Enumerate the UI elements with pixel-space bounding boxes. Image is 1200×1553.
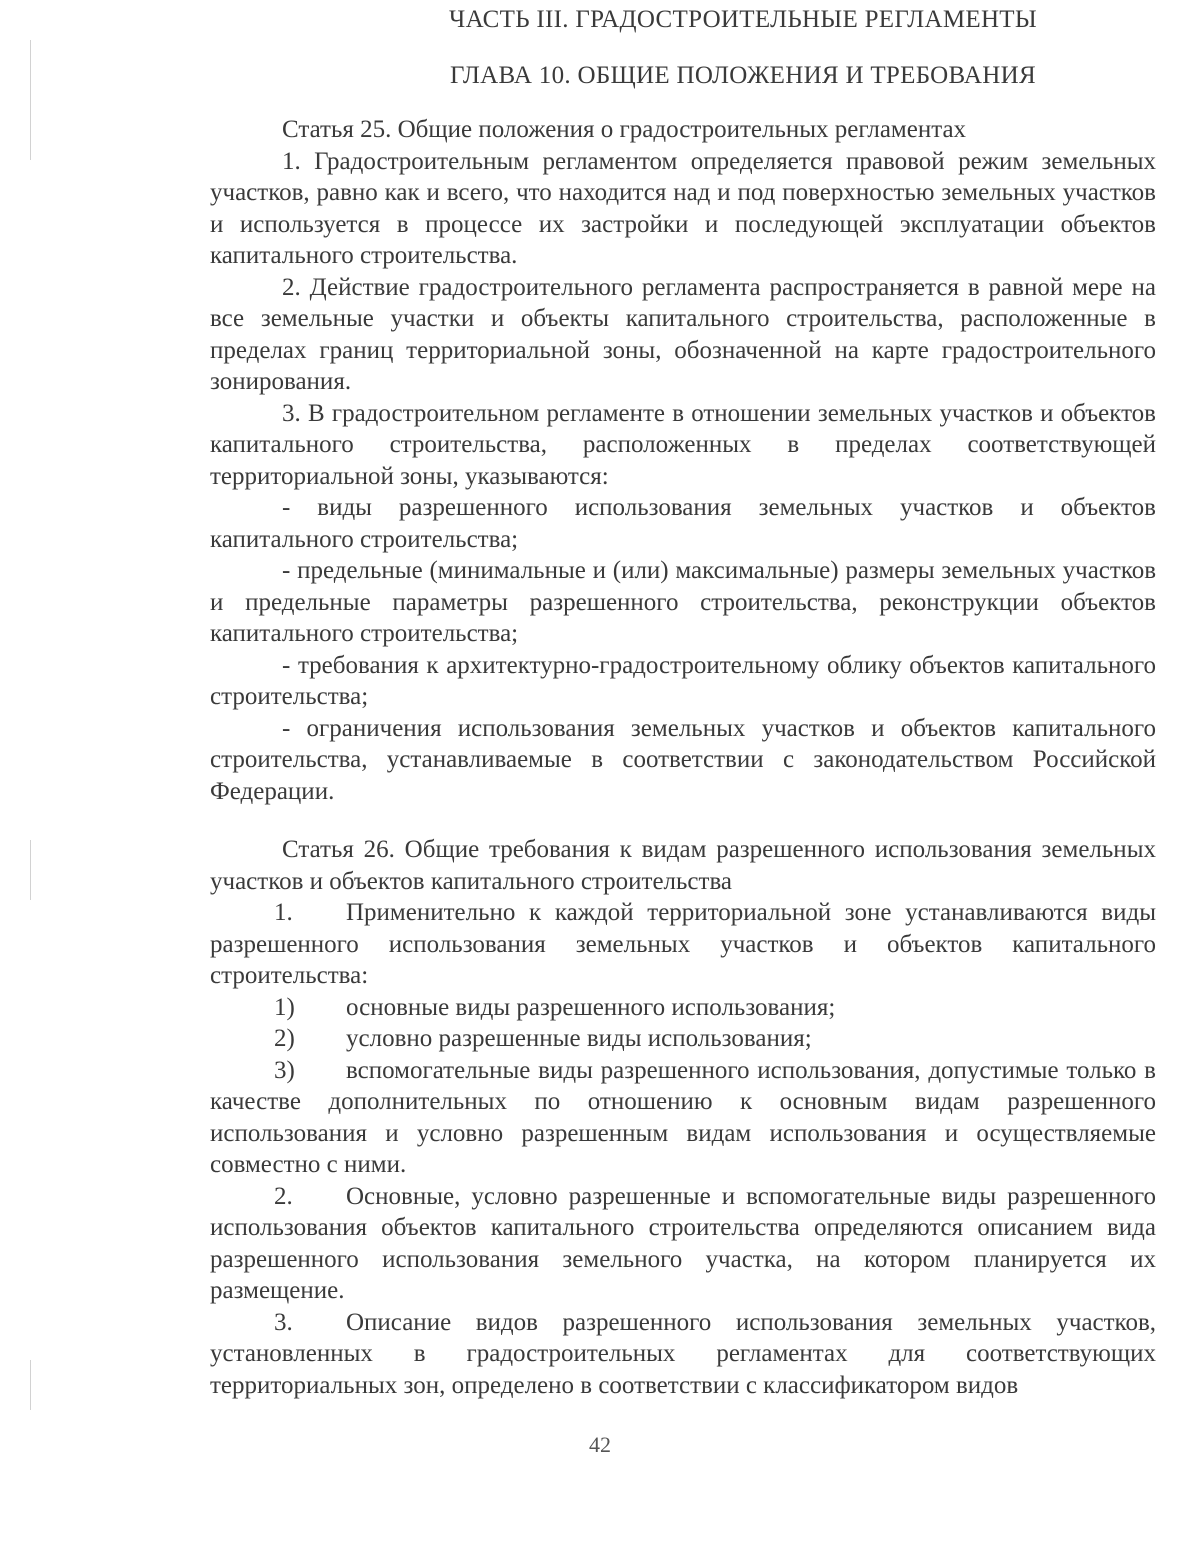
page-number: 42	[589, 1432, 611, 1457]
scan-edge-line	[30, 40, 31, 160]
part-title: ЧАСТЬ III. ГРАДОСТРОИТЕЛЬНЫЕ РЕГЛАМЕНТЫ	[449, 6, 1037, 33]
item-number: 2)	[274, 1025, 295, 1052]
article-25-paragraph: 1. Градостроительным регламентом определяется правовой режим земельных участков, равно как и всего, что находится над и под поверхностью земельных участков и используется в процессе их застройки и последующей эксплуатации объектов капитального строительства.	[210, 147, 1156, 269]
article-25-list-item: - предельные (минимальные и (или) максимальные) размеры земельных участков и предельные параметры разрешенного строительства, реконструкции объектов капитального строительства;	[210, 557, 1156, 647]
item-text: Применительно к каждой территориальной зоне устанавливаются виды разрешенного использования земельных участков и объектов капитального строительства:	[210, 899, 1156, 989]
item-text: вспомогательные виды разрешенного использования, допустимые только в качестве дополнительных по отношению к основным видам разрешенного использования и условно разрешенным видам использования и осуществляемые совместно с ними.	[210, 1056, 1156, 1178]
article-26-item	[210, 1023, 1156, 1055]
item-text: основные виды разрешенного использования;	[346, 993, 836, 1021]
article-26-item	[210, 992, 1156, 1024]
article-26-item	[210, 1055, 1156, 1181]
article-25-list-item: - ограничения использования земельных участков и объектов капитального строительства, устанавливаемые в соответствии с законодательством Российской Федерации.	[210, 714, 1156, 805]
item-number: 3.	[274, 1308, 293, 1336]
article-25-title: Статья 25. Общие положения о градостроительных регламентах	[282, 116, 967, 143]
article-26-title: Статья 26. Общие требования к видам разрешенного использования земельных участков и объектов капитального строительства	[210, 836, 1156, 895]
article-25	[210, 114, 1156, 807]
article-26-item	[210, 1307, 1156, 1402]
article-25-paragraph: 2. Действие градостроительного регламента распространяется в равной мере на все земельные участки и объекты капитального строительства, расположенные в пределах границ территориальной зоны, обозначенной на карте градостроительного зонирования.	[210, 273, 1156, 395]
document-page	[210, 0, 1156, 1401]
item-text: условно разрешенные виды использования;	[346, 1025, 812, 1052]
article-25-list-item: - требования к архитектурно-градостроительному облику объектов капитального строительства;	[210, 651, 1156, 710]
scan-edge-line	[30, 1360, 31, 1410]
article-26-item	[210, 1181, 1156, 1307]
chapter-title: ГЛАВА 10. ОБЩИЕ ПОЛОЖЕНИЯ И ТРЕБОВАНИЯ	[450, 62, 1036, 89]
item-text: Основные, условно разрешенные и вспомогательные виды разрешенного использования объектов капитального строительства определяются описанием вида разрешенного использования земельного участка, на котором планируется их размещение.	[210, 1182, 1156, 1304]
article-25-paragraph: 3. В градостроительном регламенте в отношении земельных участков и объектов капитального строительства, расположенных в пределах соответствующей территориальной зоны, указываются:	[210, 399, 1156, 490]
item-number: 3)	[274, 1056, 295, 1084]
scan-edge-line	[30, 840, 31, 900]
item-number: 1.	[274, 899, 293, 926]
article-26	[210, 834, 1156, 1401]
item-number: 1)	[274, 993, 295, 1021]
article-26-item	[210, 897, 1156, 992]
item-text: Описание видов разрешенного использования земельных участков, установленных в градостроительных регламентах для соответствующих территориальных зон, определено в соответствии с классификатором видов	[210, 1308, 1156, 1399]
item-number: 2.	[274, 1182, 293, 1210]
article-25-list-item: - виды разрешенного использования земельных участков и объектов капитального строительства;	[210, 494, 1156, 553]
